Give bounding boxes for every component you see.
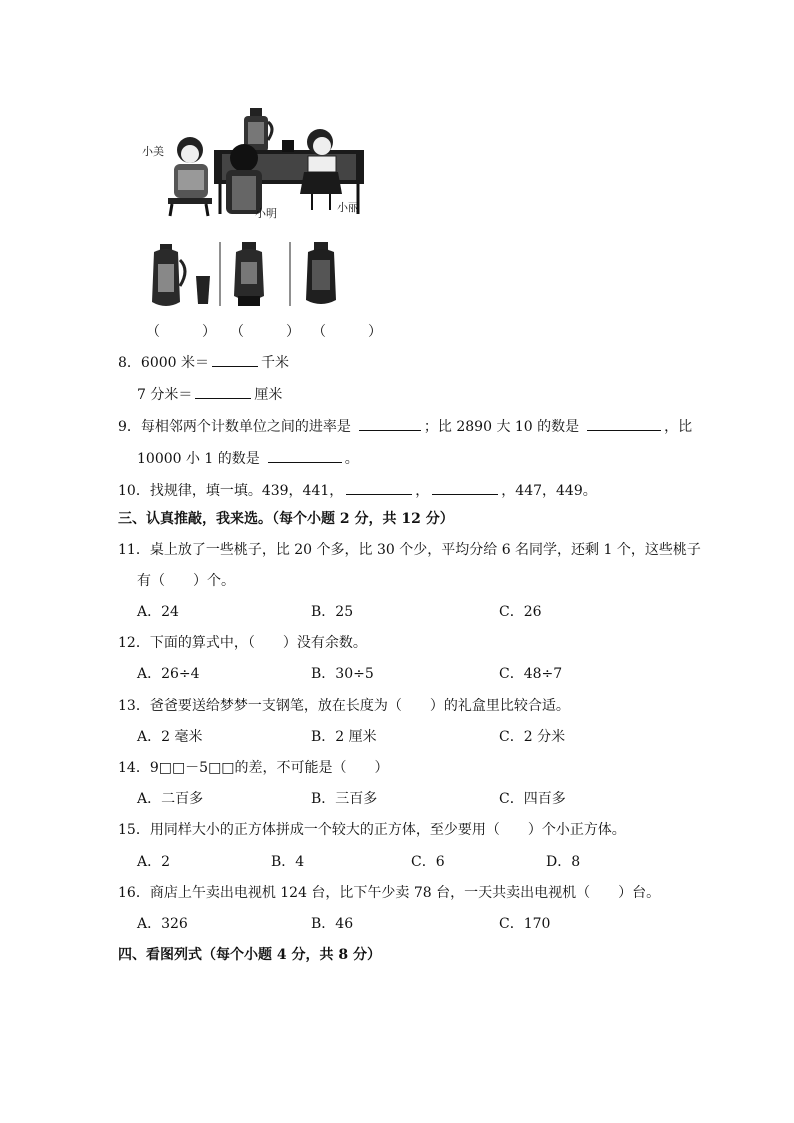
name-label-left: 小美 [142, 145, 164, 158]
question-8-line-1 [118, 352, 289, 372]
question-9-line-2 [137, 448, 359, 468]
question-15: 15．用同样大小的正方体拼成一个较大的正方体，至少要用（ ）个小正方体。 [118, 822, 626, 838]
question-number: 8． [118, 355, 141, 371]
name-label-right: 小丽 [337, 201, 359, 214]
q15-option-c[interactable]: C．6 [411, 854, 445, 870]
q9-text-d: 10000 小 1 的数是 [137, 451, 260, 467]
section-4-title: 四、看图列式（每个小题 4 分，共 8 分） [118, 947, 381, 963]
answer-paren-1[interactable]: （ ） [146, 324, 216, 340]
q9-blank-1[interactable] [359, 416, 421, 431]
q10-blank-1[interactable] [346, 480, 412, 495]
name-label-middle: 小明 [255, 207, 277, 220]
q10-blank-2[interactable] [432, 480, 498, 495]
question-number: 9． [118, 419, 141, 435]
q15-option-a[interactable]: A．2 [137, 854, 171, 870]
q13-option-a[interactable]: A．2 毫米 [137, 729, 203, 745]
q11-option-a[interactable]: A．24 [137, 604, 179, 620]
middle-kid-figure [226, 144, 262, 214]
q16-option-b[interactable]: B．46 [311, 916, 354, 932]
q14-option-c[interactable]: C．四百多 [499, 791, 566, 807]
q8-text-d: 厘米 [254, 387, 283, 403]
q12-option-c[interactable]: C．48÷7 [499, 666, 563, 682]
q9-text-e: 。 [344, 451, 359, 467]
q15-option-b[interactable]: B．4 [271, 854, 305, 870]
thermos-view-1-icon [152, 244, 210, 306]
thermos-view-2-icon [234, 242, 264, 306]
q8-blank-1[interactable] [212, 352, 258, 367]
q16-option-a[interactable]: A．326 [137, 916, 188, 932]
q11-option-c[interactable]: C．26 [499, 604, 542, 620]
q8-text-a: 6000 米＝ [140, 355, 210, 371]
question-12: 12．下面的算式中，（ ）没有余数。 [118, 635, 367, 651]
question-16: 16．商店上午卖出电视机 124 台，比下午少卖 78 台，一天共卖出电视机（ ）台。 [118, 885, 661, 901]
left-kid-figure [168, 137, 212, 216]
q16-option-c[interactable]: C．170 [499, 916, 551, 932]
q9-text-c: ，比 [664, 419, 693, 435]
section-3-title: 三、认真推敲，我来选。（每个小题 2 分，共 12 分） [118, 511, 454, 527]
q8-text-b: 千米 [261, 355, 290, 371]
q14-option-a[interactable]: A．二百多 [137, 791, 204, 807]
question-11-line-1: 11．桌上放了一些桃子，比 20 个多，比 30 个少，平均分给 6 名同学，还剩 1 个，这些桃子 [118, 542, 701, 558]
q8-blank-2[interactable] [195, 384, 251, 399]
question-9-line-1 [118, 416, 692, 436]
question-11-line-2: 有（ ）个。 [137, 573, 235, 589]
q9-text-b: ；比 2890 大 10 的数是 [423, 419, 580, 435]
question-13: 13．爸爸要送给梦梦一支钢笔，放在长度为（ ）的礼盒里比较合适。 [118, 698, 570, 714]
answer-paren-3[interactable]: （ ） [312, 324, 382, 340]
q12-option-a[interactable]: A．26÷4 [137, 666, 200, 682]
q13-option-c[interactable]: C．2 分米 [499, 729, 566, 745]
q13-option-b[interactable]: B．2 厘米 [311, 729, 377, 745]
q15-option-d[interactable]: D．8 [546, 854, 581, 870]
question-10 [118, 480, 597, 500]
question-14: 14．9□□－5□□的差，不可能是（ ） [118, 760, 389, 776]
q8-text-c: 7 分米＝ [137, 387, 193, 403]
answer-paren-2[interactable]: （ ） [230, 324, 300, 340]
q11-option-b[interactable]: B．25 [311, 604, 354, 620]
q12-option-b[interactable]: B．30÷5 [311, 666, 374, 682]
q14-option-b[interactable]: B．三百多 [311, 791, 378, 807]
q10-text-c: ，447，449。 [501, 483, 597, 499]
thermos-view-3-icon [306, 242, 336, 304]
q10-text-b: ， [415, 483, 430, 499]
question-8-line-2 [137, 384, 282, 404]
q9-blank-2[interactable] [587, 416, 661, 431]
thermos-views-illustration [146, 240, 342, 312]
question-number: 10． [118, 483, 150, 499]
q9-text-a: 每相邻两个计数单位之间的进率是 [140, 419, 351, 435]
q10-text-a: 找规律，填一填。439，441， [149, 483, 344, 499]
q9-blank-3[interactable] [268, 448, 342, 463]
